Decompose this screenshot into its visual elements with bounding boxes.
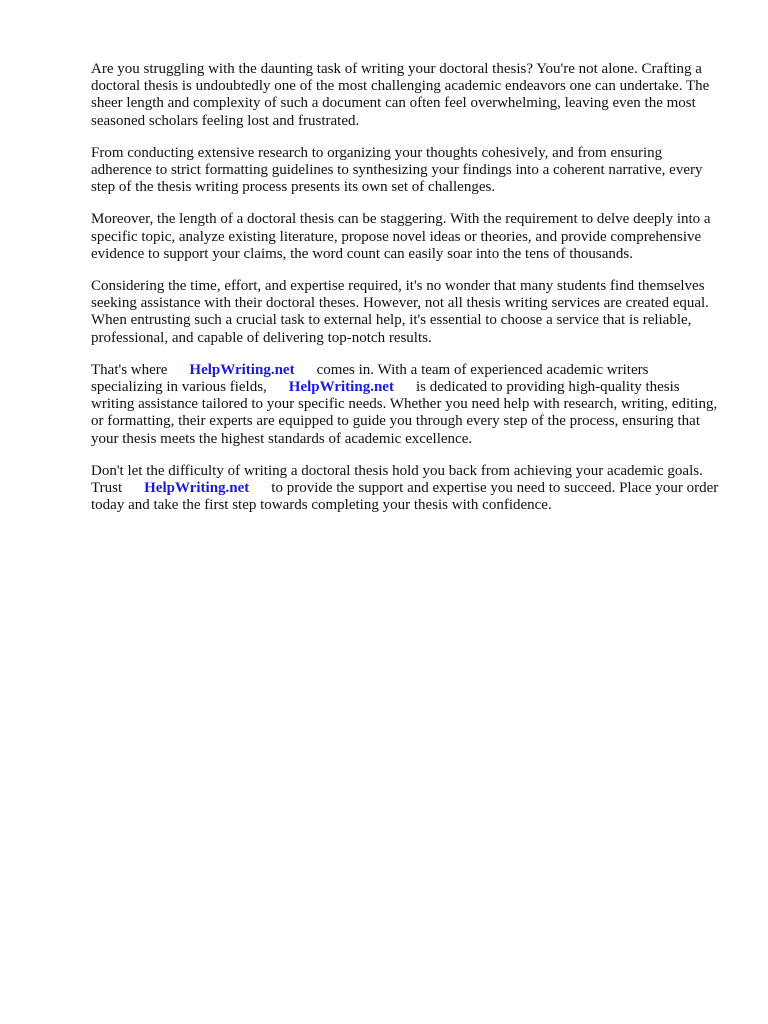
service-text-part-3: is dedicated to providing high-quality thesis writing assistance tailored to your specific needs. Whether you need help with research, writing, editing, or formatting, their experts are equipped to guide you through every step of the process, ensuring that your thesis meets the highest standards of academic excellence. [91,379,718,447]
document-body [91,61,723,529]
paragraph-challenges: From conducting extensive research to organizing your thoughts cohesively, and from ensuring adherence to strict formatting guidelines to synthesizing your findings into a coherent narrative, every step of the thesis writing process presents its own set of challenges. [91,144,703,196]
paragraph-length: Moreover, the length of a doctoral thesis can be staggering. With the requirement to delve deeply into a specific topic, analyze existing literature, propose novel ideas or theories, and provide comprehensive evidence to support your claims, the word count can easily soar into the tens of thousands. [91,211,711,262]
service-text-part-1: That's where [91,361,168,378]
helpwriting-link-1[interactable]: HelpWriting.net [189,361,295,378]
helpwriting-link-3[interactable]: HelpWriting.net [144,480,250,497]
paragraph-service [91,362,723,448]
paragraph-assistance: Considering the time, effort, and expertise required, it's no wonder that many students find themselves seeking assistance with their doctoral theses. However, not all thesis writing services are created equal. When entrusting such a crucial task to external help, it's essential to choose a service that is reliable, professional, and capable of delivering top-notch results. [91,278,709,346]
closing-text-part-2: to provide the support and expertise you need to succeed. Place your order today and take the first step towards completing your thesis with confidence. [91,480,719,514]
paragraph-intro: Are you struggling with the daunting task of writing your doctoral thesis? You're not alone. Crafting a doctoral thesis is undoubtedly one of the most challenging academic endeavors one can undertake. The sheer length and complexity of such a document can often feel overwhelming, leaving even the most seasoned scholars feeling lost and frustrated. [91,61,710,129]
helpwriting-link-2[interactable]: HelpWriting.net [288,379,394,396]
service-text-part-2: comes in. With a team of experienced academic writers specializing in various fields, [91,361,649,396]
closing-text-part-1: Don't let the difficulty of writing a doctoral thesis hold you back from achieving your academic goals. Trust [91,462,703,497]
paragraph-closing [91,463,723,515]
